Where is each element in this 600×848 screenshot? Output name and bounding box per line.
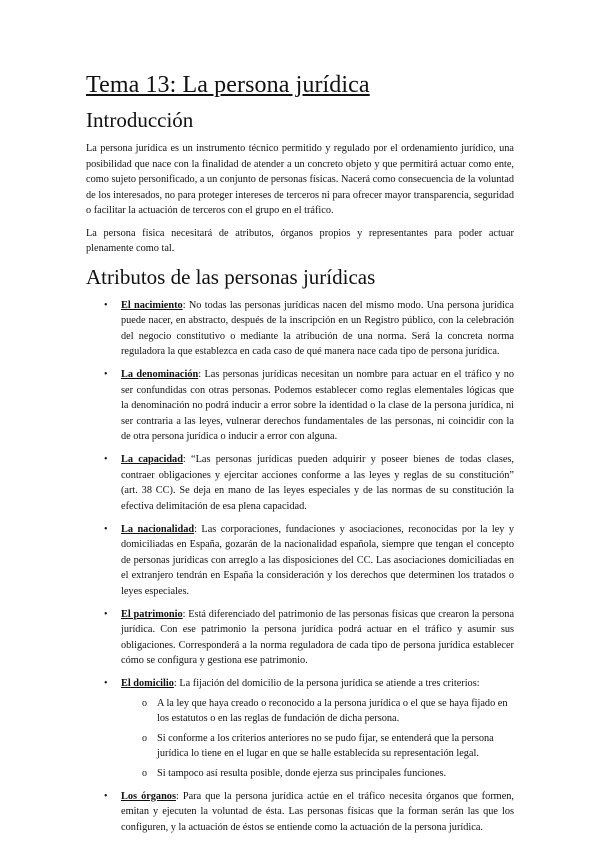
intro-paragraph-1: La persona jurídica es un instrumento técnico permitido y regulado por el ordenamiento jurídico, una posibilidad que nace con la finalidad de atender a un concreto objeto y que permitirá actuar como ente, como sujeto personificado, a un conjunto de personas físicas. Nacerá como consecuencia de la voluntad de los interesados, no para proteger intereses de terceros ni para ofrecer mayor transparencia, seguridad o facilitar la actuación de terceros con el grupo en el tráfico.: [86, 143, 514, 216]
item-text: : Está diferenciado del patrimonio de las personas físicas que crearon la persona jurídica. Con ese patrimonio la persona jurídica podrá actuar en el tráfico y asumir sus obligaciones. Corresponderá a la norma reguladora de cada tipo de persona jurídica establecer cómo se configura y gestiona ese patrimonio.: [121, 608, 515, 666]
list-item-patrimonio: [86, 607, 514, 669]
bullet-icon: •: [104, 790, 108, 802]
intro-paragraph-2: La persona física necesitará de atributos, órganos propios y representantes para poder actuar plenamente como tal.: [86, 227, 514, 254]
attributes-list: [86, 298, 514, 836]
bullet-icon: •: [104, 299, 108, 311]
circle-bullet-icon: o: [142, 697, 147, 709]
item-text: : No todas las personas jurídicas nacen del mismo modo. Una persona jurídica puede nacer, en abstracto, después de la inscripción en un Registro público, con la celebración del negocio constitutivo o mediante la atribución de una norma. Será la concreta norma reguladora la que establezca en cada caso de qué manera nace cada tipo de persona jurídica.: [121, 299, 515, 357]
page-title: Tema 13: La persona jurídica: [86, 72, 370, 98]
sub-item-text: A la ley que haya creado o reconocido a la persona jurídica o el que se haya fijado en los estatutos o en las reglas de fundación de dicha persona.: [157, 697, 508, 724]
section-heading-introduccion: Introducción: [86, 108, 194, 132]
term-label: El nacimiento: [121, 299, 183, 311]
item-text: : Las personas jurídicas necesitan un nombre para actuar en el tráfico y no ser confundidas con otras personas. Podemos establecer como reglas elementales lógicas que la denominación no podrá inducir a error sobre la identidad o la clase de la persona jurídica, ni ser contraria a las leyes, vulnerar derechos fundamentales de las personas, ni coincidir con la de otra persona jurídica o inducir a error con alguna.: [121, 369, 514, 442]
bullet-icon: •: [104, 678, 108, 689]
circle-bullet-icon: o: [142, 732, 147, 744]
list-item-domicilio: [86, 676, 514, 781]
bullet-icon: •: [104, 523, 108, 535]
term-label: El patrimonio: [121, 608, 183, 620]
sub-list-item: [121, 731, 514, 762]
list-item-capacidad: [86, 452, 514, 514]
list-item-denominacion: [86, 367, 514, 445]
bullet-icon: •: [104, 454, 108, 465]
document-page: [86, 70, 514, 843]
list-item-nacionalidad: [86, 522, 514, 600]
circle-bullet-icon: o: [142, 767, 147, 779]
term-label: La capacidad: [121, 454, 183, 465]
term-label: Los órganos: [121, 790, 176, 802]
sub-list-item: [121, 766, 514, 782]
sub-list-item: [121, 696, 514, 727]
bullet-icon: •: [104, 608, 108, 620]
domicilio-criteria-list: [121, 696, 514, 782]
item-text: : Las corporaciones, fundaciones y asociaciones, reconocidas por la ley y domiciliadas en España, gozarán de la nacionalidad española, siempre que tengan el concepto de personas jurídicas con arreglo a las disposiciones del CC. Las asociaciones domiciliadas en el extranjero tendrán en España la consideración y los derechos que determinen los tratados o leyes especiales.: [121, 523, 515, 597]
sub-item-text: Si conforme a los criterios anteriores no se pudo fijar, se entenderá que la persona jurídica lo tiene en el lugar en que se halle establecida su representación legal.: [157, 732, 494, 759]
item-text: : La fijación del domicilio de la persona jurídica se atiende a tres criterios:: [173, 678, 480, 689]
sub-item-text: Si tampoco así resulta posible, donde ejerza sus principales funciones.: [157, 767, 447, 779]
list-item-organos: [86, 789, 514, 836]
term-label: La denominación: [121, 369, 199, 380]
item-text: : “Las personas jurídicas pueden adquirir y poseer bienes de todas clases, contraer obligaciones y ejercitar acciones conforme a las leyes y reglas de su constitución” (art. 38 CC). Se deja en mano de las leyes especiales y de las normas de su constitución la efectiva delimitación de esa plena capacidad.: [121, 454, 514, 512]
list-item-nacimiento: [86, 298, 514, 360]
section-heading-atributos: Atributos de las personas jurídicas: [86, 264, 376, 289]
term-label: El domicilio: [121, 678, 174, 689]
item-text: : Para que la persona jurídica actúe en el tráfico necesita órganos que formen, emitan y ejecuten la voluntad de ésta. Las personas físicas que la forman serán las que los configuren, y la actuación de éstos se entiende como la actuación de la persona jurídica.: [121, 790, 514, 833]
bullet-icon: •: [104, 369, 108, 380]
term-label: La nacionalidad: [121, 523, 195, 535]
